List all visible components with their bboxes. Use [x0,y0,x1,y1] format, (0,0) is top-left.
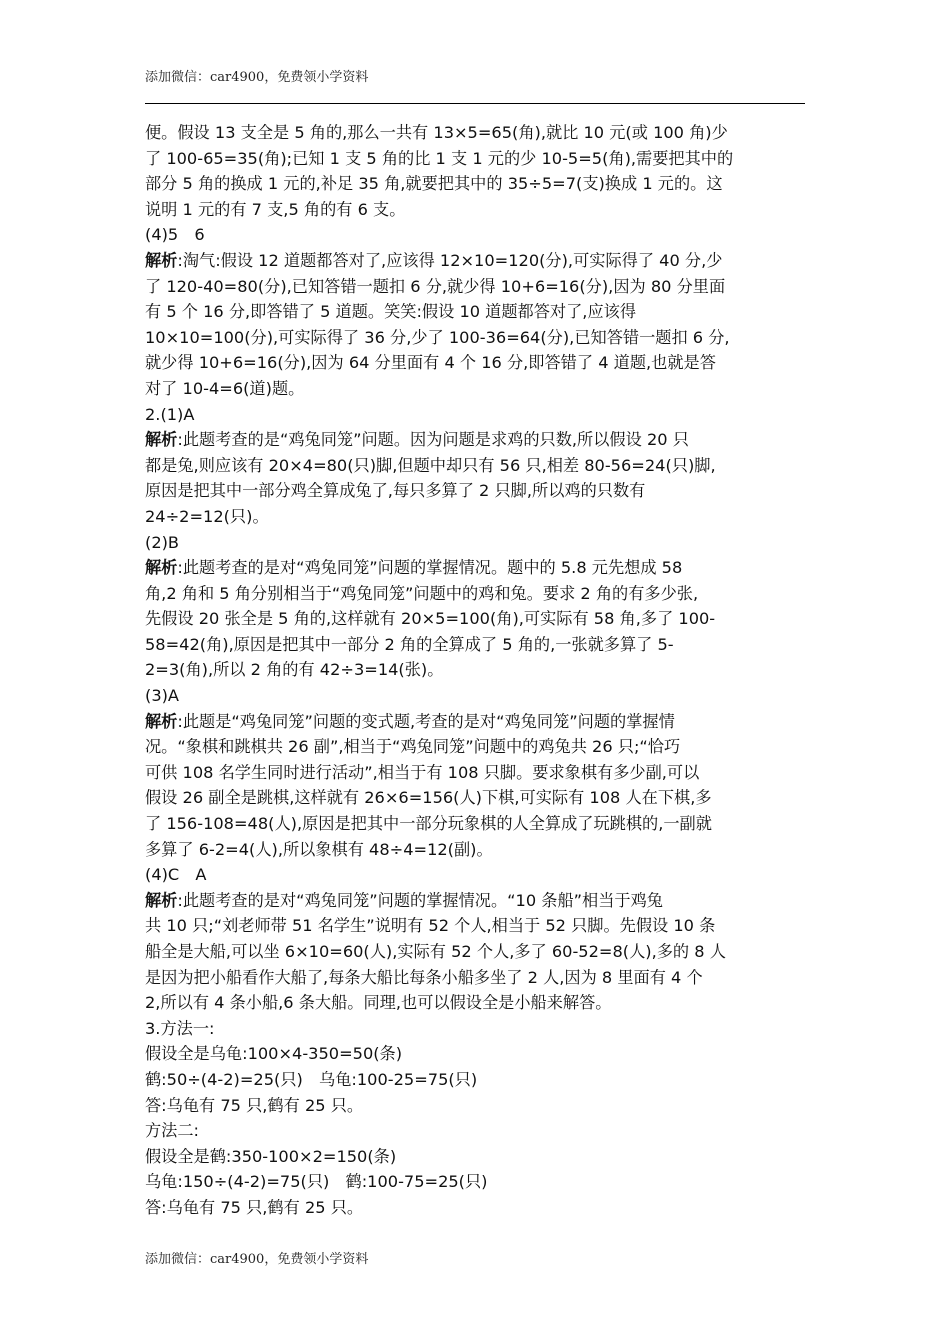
line-text: 了 100-65=35(角);已知 1 支 5 角的比 1 支 1 元的少 10-5=5(角),需要把其中的 [145,148,734,168]
text-line [145,222,813,248]
text-line [145,1093,813,1119]
line-text: 了 156-108=48(人),原因是把其中一部分玩象棋的人全算成了玩跳棋的,一副就 [145,814,712,834]
text-line [145,760,813,786]
line-text: 先假设 20 张全是 5 角的,这样就有 20×5=100(角),可实际有 58 角,多了 100- [145,609,716,629]
line-text: 乌龟:150÷(4-2)=75(只) 鹤:100-75=25(只) [145,1172,488,1192]
line-text: 共 10 只;“刘老师带 51 名学生”说明有 52 个人,相当于 52 只脚。先假设 10 条 [145,916,716,936]
line-text: :此题考查的是对“鸡兔同笼”问题的掌握情况。“10 条船”相当于鸡兔 [177,890,663,910]
line-text: 答:乌龟有 75 只,鹤有 25 只。 [145,1095,364,1115]
text-line [145,683,813,709]
text-line [145,274,813,300]
answer-body [145,120,813,1221]
line-text: 对了 10-4=6(道)题。 [145,378,305,398]
text-line [145,1016,813,1042]
line-text: 况。“象棋和跳棋共 26 副”,相当于“鸡兔同笼”问题中的鸡兔共 26 只;“恰巧 [145,737,681,757]
text-line [145,965,813,991]
line-text: :淘气:假设 12 道题都答对了,应该得 12×10=120(分),可实际得了 40 分,少 [177,250,723,270]
text-line [145,811,813,837]
text-line [145,606,813,632]
text-line [145,350,813,376]
text-line [145,709,813,735]
line-text: 58=42(角),原因是把其中一部分 2 角的全算成了 5 角的,一张就多算了 5- [145,634,674,654]
text-line [145,581,813,607]
text-line [145,325,813,351]
analysis-label: 解析 [145,430,178,450]
line-text: 便。假设 13 支全是 5 角的,那么一共有 13×5=65(角),就比 10 元(或 100 角)少 [145,123,728,142]
line-text: 部分 5 角的换成 1 元的,补足 35 角,就要把其中的 35÷5=7(支)换成 1 元的。这 [145,174,723,194]
line-text: 3.方法一: [145,1018,215,1038]
line-text: (4)C A [145,865,207,885]
line-text: 角,2 角和 5 角分别相当于“鸡兔同笼”问题中的鸡和兔。要求 2 角的有多少张, [145,583,699,603]
analysis-label: 解析 [145,890,178,910]
line-text: 就少得 10+6=16(分),因为 64 分里面有 4 个 16 分,即答错了 4 道题,也就是答 [145,353,716,373]
text-line [145,657,813,683]
line-text: 鹤:50÷(4-2)=25(只) 乌龟:100-25=75(只) [145,1069,478,1089]
line-text: 有 5 个 16 分,即答错了 5 道题。笑笑:假设 10 道题都答对了,应该得 [145,302,637,322]
line-text: :此题是“鸡兔同笼”问题的变式题,考查的是对“鸡兔同笼”问题的掌握情 [177,711,675,731]
line-text: 可供 108 名学生同时进行活动”,相当于有 108 只脚。要求象棋有多少副,可以 [145,762,700,782]
text-line [145,1118,813,1144]
text-line [145,146,813,172]
page-header: 添加微信：car4900，免费领小学资料 [145,70,369,85]
line-text: (3)A [145,686,180,706]
analysis-label: 解析 [145,711,178,731]
line-text: 了 120-40=80(分),已知答错一题扣 6 分,就少得 10+6=16(分),因为 80 分里面 [145,276,726,296]
header-divider [145,103,805,104]
text-line [145,530,813,556]
line-text: 是因为把小船看作大船了,每条大船比每条小船多坐了 2 人,因为 8 里面有 4 个 [145,967,703,987]
text-line [145,1169,813,1195]
line-text: 都是兔,则应该有 20×4=80(只)脚,但题中却只有 56 只,相差 80-56=24(只)脚, [145,455,716,475]
line-text: 假设 26 副全是跳棋,这样就有 26×6=156(人)下棋,可实际有 108 人在下棋,多 [145,788,712,808]
text-line [145,1195,813,1221]
text-line [145,504,813,530]
line-text: 多算了 6-2=4(人),所以象棋有 48÷4=12(副)。 [145,839,493,859]
text-line [145,427,813,453]
text-line [145,171,813,197]
text-line [145,734,813,760]
line-text: 2.(1)A [145,404,195,424]
text-line [145,376,813,402]
text-line [145,197,813,223]
text-line [145,453,813,479]
text-line [145,1144,813,1170]
analysis-label: 解析 [145,558,178,578]
line-text: (2)B [145,532,180,552]
text-line [145,888,813,914]
line-text: 原因是把其中一部分鸡全算成兔了,每只多算了 2 只脚,所以鸡的只数有 [145,481,646,501]
line-text: 假设全是乌龟:100×4-350=50(条) [145,1044,403,1064]
line-text: 答:乌龟有 75 只,鹤有 25 只。 [145,1197,364,1217]
line-text: 方法二: [145,1121,200,1141]
text-line [145,120,813,146]
line-text: 船全是大船,可以坐 6×10=60(人),实际有 52 个人,多了 60-52=8(人),多的 8 人 [145,942,726,961]
analysis-label: 解析 [145,250,178,270]
line-text: 2=3(角),所以 2 角的有 42÷3=14(张)。 [145,660,444,680]
text-line [145,632,813,658]
text-line [145,862,813,888]
text-line [145,299,813,325]
text-line [145,785,813,811]
line-text: 2,所以有 4 条小船,6 条大船。同理,也可以假设全是小船来解答。 [145,993,612,1013]
text-line [145,990,813,1016]
text-line [145,939,813,965]
text-line [145,555,813,581]
page-footer: 添加微信：car4900，免费领小学资料 [145,1252,369,1267]
text-line [145,837,813,863]
line-text: 说明 1 元的有 7 支,5 角的有 6 支。 [145,199,406,219]
text-line [145,248,813,274]
line-text: :此题考查的是“鸡兔同笼”问题。因为问题是求鸡的只数,所以假设 20 只 [177,430,689,450]
text-line [145,913,813,939]
line-text: :此题考查的是对“鸡兔同笼”问题的掌握情况。题中的 5.8 元先想成 58 [177,558,683,578]
line-text: (4)5 6 [145,225,205,245]
text-line [145,1067,813,1093]
line-text: 24÷2=12(只)。 [145,506,269,526]
line-text: 假设全是鹤:350-100×2=150(条) [145,1146,397,1166]
text-line [145,402,813,428]
text-line [145,478,813,504]
text-line [145,1041,813,1067]
line-text: 10×10=100(分),可实际得了 36 分,少了 100-36=64(分),已知答错一题扣 6 分, [145,327,730,347]
